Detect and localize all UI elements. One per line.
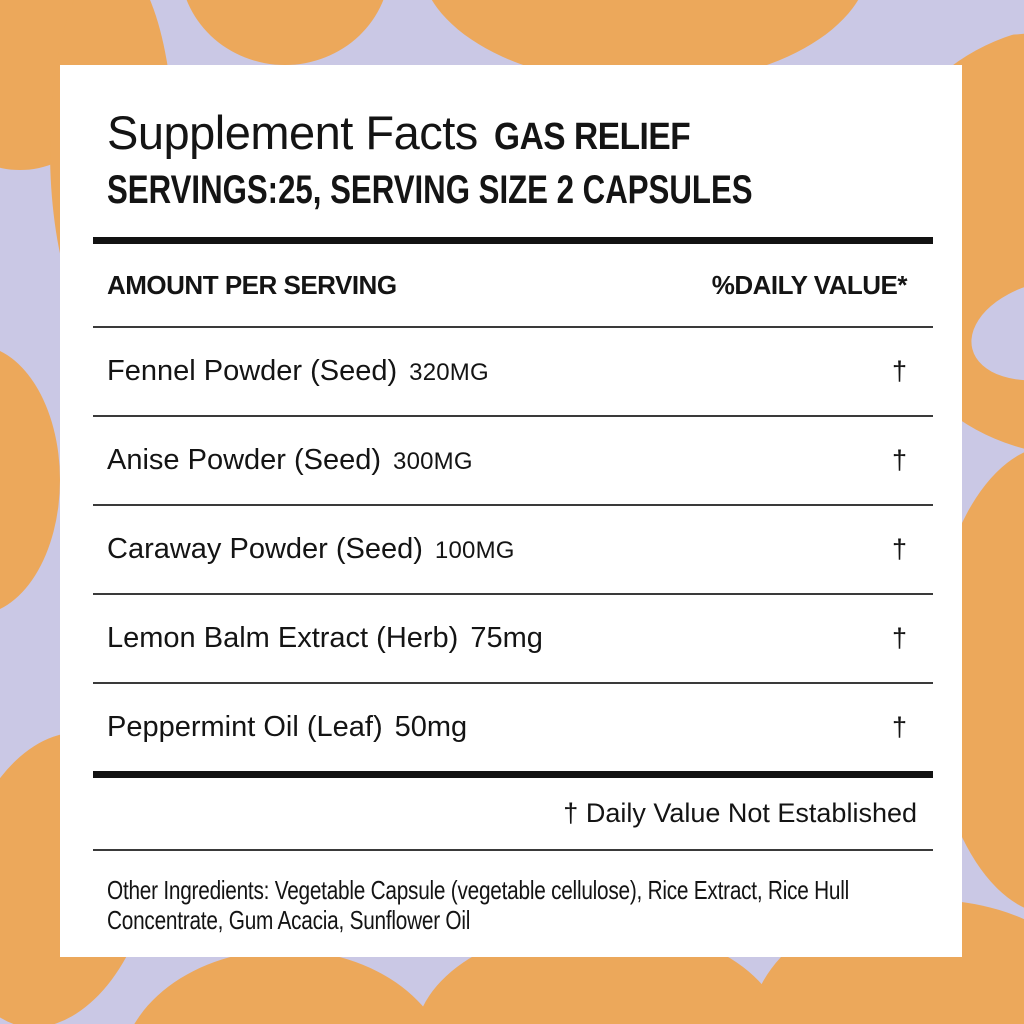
- table-row: [93, 684, 933, 771]
- ingredient-name: Caraway Powder (Seed) 100MG: [107, 533, 515, 565]
- daily-value-mark: †: [891, 445, 907, 475]
- supplement-facts-card: [60, 65, 962, 957]
- ingredient-name: Fennel Powder (Seed) 320MG: [107, 355, 489, 387]
- ingredient-name: Peppermint Oil (Leaf) 50mg: [107, 711, 468, 743]
- daily-value-footnote: † Daily Value Not Established: [93, 778, 933, 851]
- servings-line: SERVINGS:25, SERVING SIZE 2 CAPSULES: [107, 168, 753, 212]
- thick-rule-top: [93, 237, 933, 244]
- ingredient-amount: 100MG: [434, 537, 515, 564]
- ingredient-name: Anise Powder (Seed) 300MG: [107, 444, 473, 476]
- panel-content: [93, 65, 933, 935]
- amount-per-serving-header: AMOUNT PER SERVING: [107, 269, 397, 300]
- daily-value-header: %DAILY VALUE*: [711, 269, 907, 300]
- daily-value-mark: †: [891, 356, 907, 386]
- product-name: GAS RELIEF: [494, 116, 691, 158]
- ingredient-rows: [93, 328, 933, 771]
- panel-title-line: [107, 105, 933, 160]
- table-row: [93, 595, 933, 684]
- panel-title: Supplement Facts: [107, 106, 478, 159]
- table-row: [93, 328, 933, 417]
- daily-value-mark: †: [891, 623, 907, 653]
- daily-value-mark: †: [891, 534, 907, 564]
- ingredient-amount: 320MG: [409, 359, 489, 386]
- ingredient-amount: 50mg: [394, 711, 468, 743]
- other-ingredients: Other Ingredients: Vegetable Capsule (vegetable cellulose), Rice Extract, Rice Hull Concentrate, Gum Acacia, Sunflower Oil: [107, 875, 849, 935]
- ingredient-amount: 75mg: [470, 622, 543, 654]
- table-row: [93, 506, 933, 595]
- table-row: [93, 417, 933, 506]
- ingredient-amount: 300MG: [393, 448, 473, 475]
- daily-value-mark: †: [891, 712, 907, 742]
- thick-rule-bottom: [93, 771, 933, 778]
- ingredient-name: Lemon Balm Extract (Herb) 75mg: [107, 622, 543, 654]
- table-header-row: [93, 244, 933, 328]
